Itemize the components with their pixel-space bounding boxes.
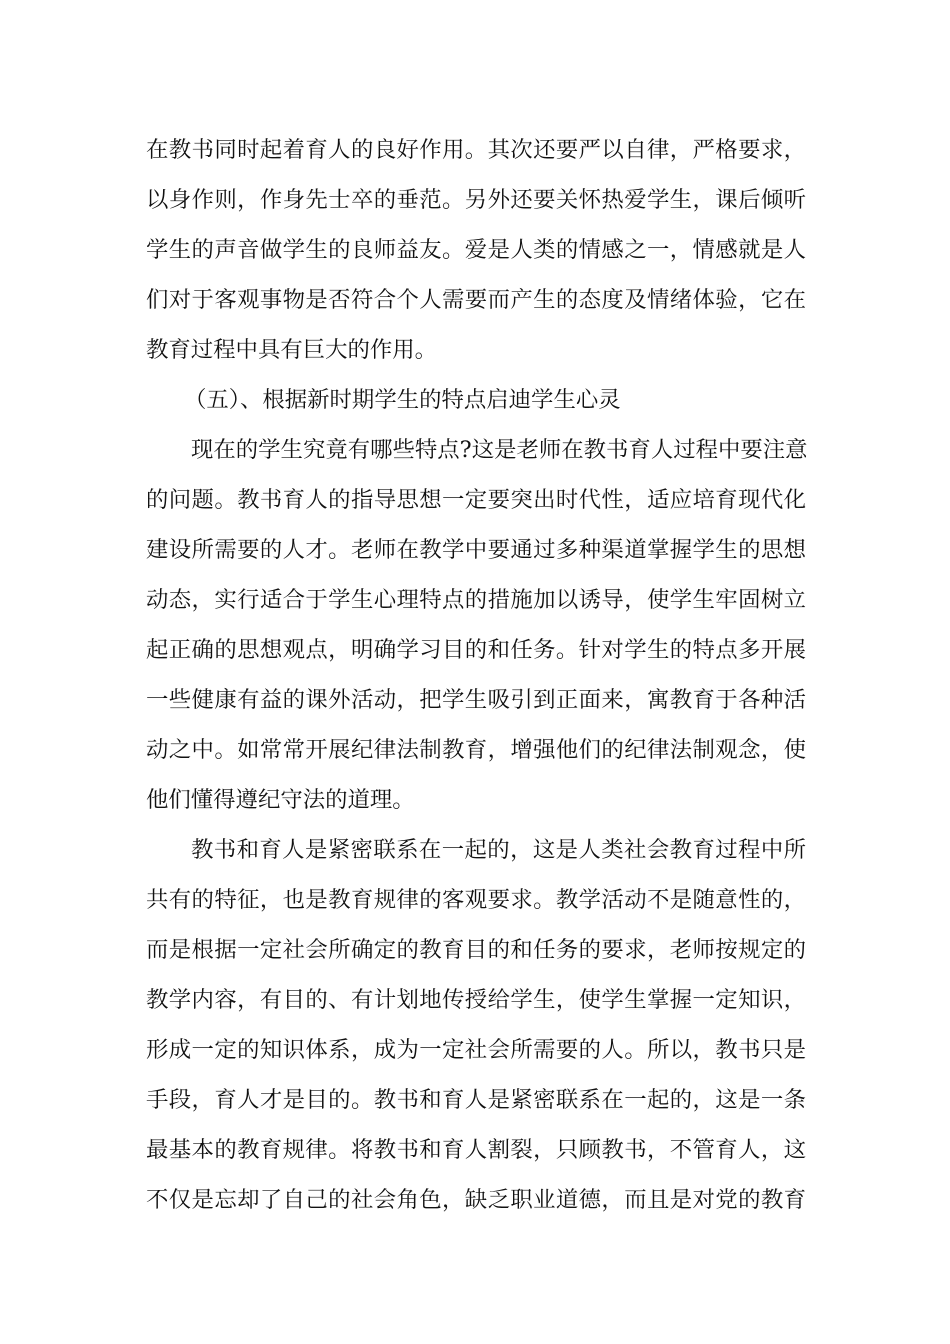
paragraph-3	[146, 825, 806, 1225]
paragraph-line: 以身作则，作身先士卒的垂范。另外还要关怀热爱学生，课后倾听	[146, 187, 806, 213]
paragraph-line: 手段，育人才是目的。教书和育人是紧密联系在一起的，这是一条	[146, 1087, 806, 1113]
paragraph-line: 学生的声音做学生的良师益友。爱是人类的情感之一，情感就是人	[146, 237, 806, 263]
paragraph-line: 他们懂得遵纪守法的道理。	[146, 787, 415, 813]
paragraph-line: 教书和育人是紧密联系在一起的，这是人类社会教育过程中所	[191, 837, 806, 863]
paragraph-1	[146, 125, 806, 375]
paragraph-line: 而是根据一定社会所确定的教育目的和任务的要求，老师按规定的	[146, 937, 806, 963]
paragraph-line: 起正确的思想观点，明确学习目的和任务。针对学生的特点多开展	[146, 637, 806, 663]
section-heading	[146, 375, 806, 425]
paragraph-line: 教学内容，有目的、有计划地传授给学生，使学生掌握一定知识，	[146, 987, 806, 1013]
paragraph-line: 建设所需要的人才。老师在教学中要通过多种渠道掌握学生的思想	[146, 537, 806, 563]
paragraph-line: 最基本的教育规律。将教书和育人割裂，只顾教书，不管育人，这	[146, 1137, 806, 1163]
section-heading-text: （五）、根据新时期学生的特点启迪学生心灵	[184, 387, 621, 413]
paragraph-line: 现在的学生究竟有哪些特点?这是老师在教书育人过程中要注意	[191, 437, 808, 463]
paragraph-line: 形成一定的知识体系，成为一定社会所需要的人。所以，教书只是	[146, 1037, 806, 1063]
paragraph-2	[146, 425, 806, 825]
paragraph-line: 共有的特征，也是教育规律的客观要求。教学活动不是随意性的，	[146, 887, 806, 913]
paragraph-line: 动之中。如常常开展纪律法制教育，增强他们的纪律法制观念，使	[146, 737, 806, 763]
paragraph-line: 一些健康有益的课外活动，把学生吸引到正面来，寓教育于各种活	[146, 687, 806, 713]
paragraph-line: 们对于客观事物是否符合个人需要而产生的态度及情绪体验，它在	[146, 287, 806, 313]
paragraph-line: 不仅是忘却了自己的社会角色，缺乏职业道德，而且是对党的教育	[146, 1187, 806, 1213]
paragraph-line: 在教书同时起着育人的良好作用。其次还要严以自律，严格要求，	[146, 137, 806, 163]
document-body	[146, 125, 806, 1225]
paragraph-line: 动态，实行适合于学生心理特点的措施加以诱导，使学生牢固树立	[146, 587, 806, 613]
paragraph-line: 的问题。教书育人的指导思想一定要突出时代性，适应培育现代化	[146, 487, 806, 513]
paragraph-line: 教育过程中具有巨大的作用。	[146, 337, 438, 363]
